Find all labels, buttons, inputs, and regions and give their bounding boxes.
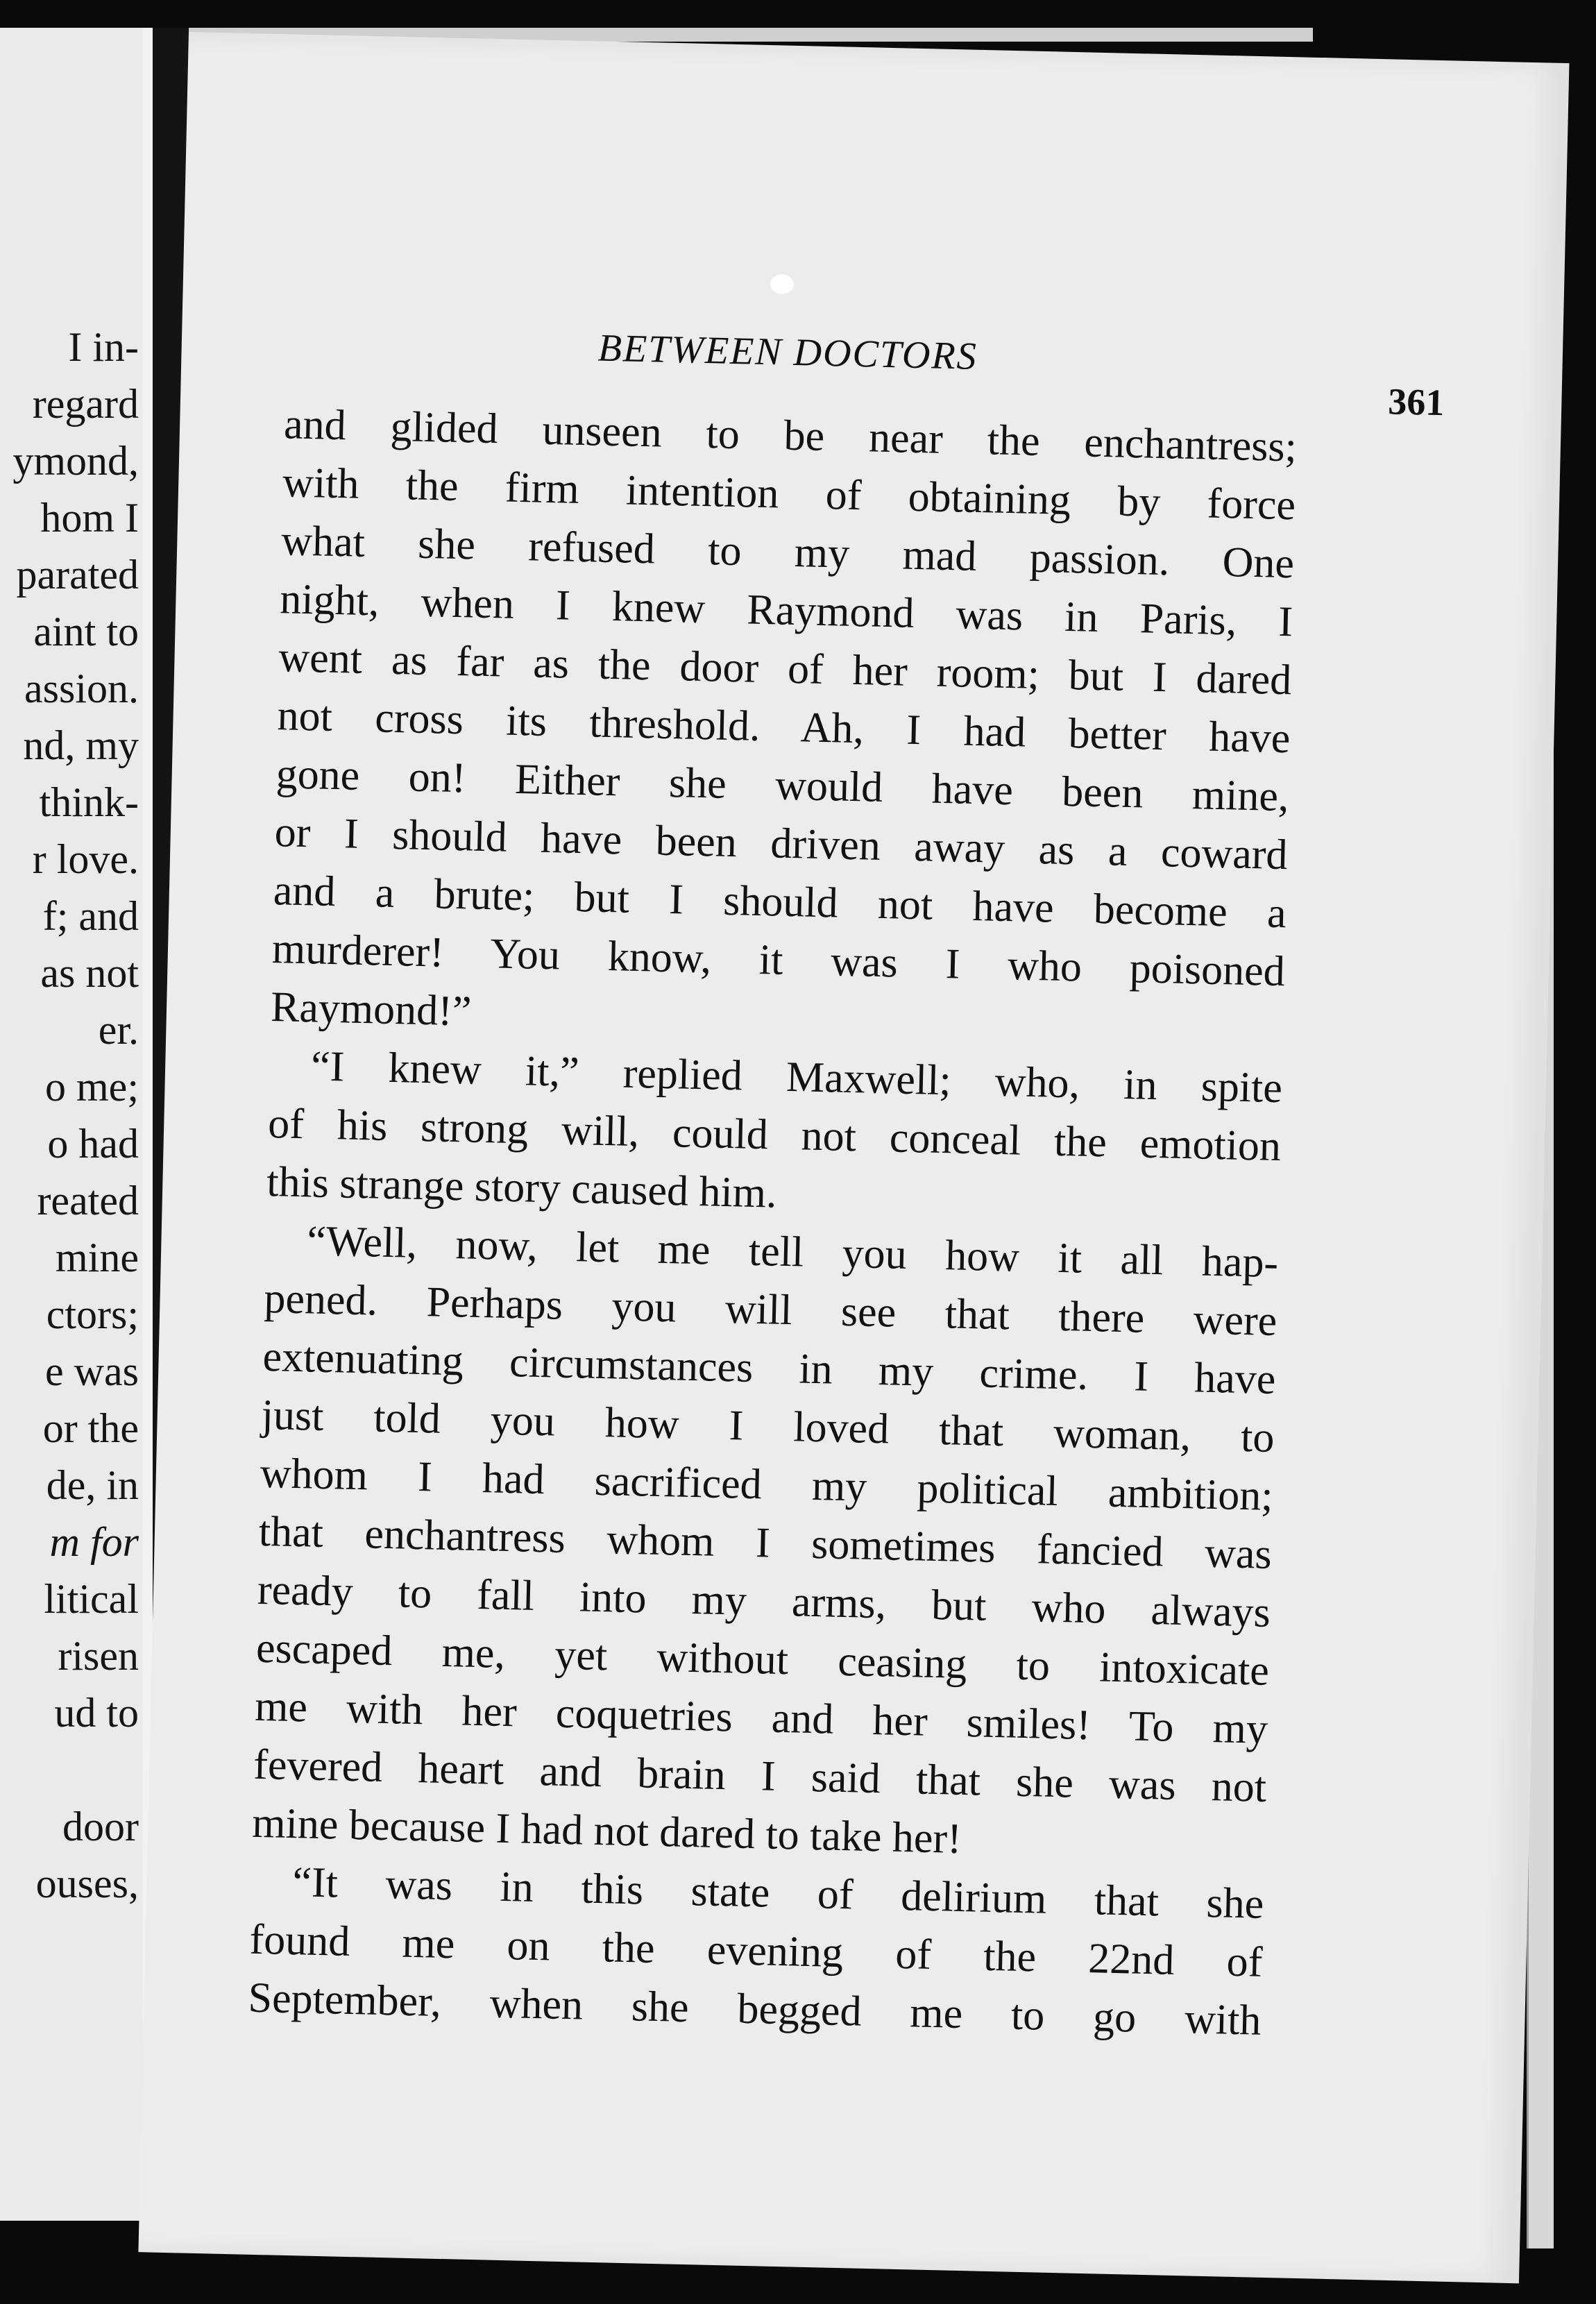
facing-page-line: ouses, bbox=[35, 1861, 139, 1906]
text-line: extenuating circumstances in my crime. I have bbox=[262, 1332, 1277, 1404]
text-line: this strange story caused him. bbox=[266, 1158, 778, 1217]
text-line: night, when I knew Raymond was in Paris, I bbox=[279, 575, 1293, 646]
facing-page-line: think- bbox=[39, 779, 139, 825]
facing-page-line: ud to bbox=[54, 1690, 139, 1736]
facing-page-line: regard bbox=[32, 381, 139, 427]
text-line: just told you how I loved that woman, to bbox=[261, 1391, 1275, 1462]
facing-page-line: m for bbox=[49, 1519, 139, 1565]
facing-page-line: e was bbox=[45, 1348, 139, 1394]
facing-page-line: o had bbox=[47, 1121, 139, 1167]
facing-page-line: parated bbox=[16, 552, 139, 598]
text-line: ready to fall into my arms, but who always bbox=[257, 1566, 1271, 1636]
facing-page-line: door bbox=[62, 1804, 139, 1849]
paper-spot bbox=[770, 274, 795, 294]
facing-page-line: litical bbox=[44, 1576, 139, 1622]
facing-page-line: de, in bbox=[46, 1462, 139, 1508]
book-page bbox=[138, 32, 1569, 2283]
body-text bbox=[248, 395, 1298, 2050]
facing-page-line: mine bbox=[56, 1235, 139, 1280]
text-line: found me on the evening of the 22nd of bbox=[248, 1915, 1264, 1986]
facing-page-line: assion. bbox=[24, 666, 139, 711]
facing-page-line: nd, my bbox=[23, 722, 139, 768]
facing-page-line: ymond, bbox=[12, 438, 139, 484]
facing-page-line: or the bbox=[42, 1405, 139, 1451]
text-line: “I knew it,” replied Maxwell; who, in spite bbox=[310, 1042, 1283, 1112]
text-line: escaped me, yet without ceasing to intoxicate bbox=[255, 1624, 1270, 1695]
text-line: September, when she begged me to go with bbox=[247, 1974, 1262, 2044]
facing-page-line: f; and bbox=[42, 893, 139, 939]
facing-page-line: ctors; bbox=[46, 1291, 139, 1337]
text-line: and a brute; but I should not have become a bbox=[273, 867, 1287, 938]
facing-page-line: o me; bbox=[45, 1064, 139, 1110]
text-line: not cross its threshold. Ah, I had better have bbox=[276, 692, 1291, 763]
facing-page-line: er. bbox=[98, 1007, 139, 1053]
text-line: pened. Perhaps you will see that there were bbox=[263, 1274, 1278, 1346]
facing-page-line: risen bbox=[58, 1633, 139, 1679]
text-line: “It was in this state of delirium that she bbox=[291, 1858, 1264, 1928]
text-line: me with her coquetries and her smiles! To my bbox=[254, 1682, 1268, 1753]
text-line: and glided unseen to be near the enchantress; bbox=[283, 400, 1298, 471]
facing-page-line: r love. bbox=[32, 836, 139, 882]
facing-page-line: aint to bbox=[33, 609, 139, 654]
text-line: what she refused to my mad passion. One bbox=[280, 517, 1295, 588]
facing-page-line: hom I bbox=[40, 495, 139, 541]
text-line: of his strong will, could not conceal the emotion bbox=[267, 1100, 1282, 1171]
text-line: with the firm intention of obtaining by force bbox=[282, 459, 1296, 530]
facing-page-line: reated bbox=[37, 1178, 139, 1223]
text-line: murderer! You know, it was I who poisoned bbox=[271, 925, 1286, 996]
page-number: 361 bbox=[1387, 380, 1445, 424]
text-line: Raymond!” bbox=[270, 983, 473, 1035]
text-line: mine because I had not dared to take her! bbox=[251, 1799, 962, 1863]
text-line: gone on! Either she would have been mine, bbox=[275, 750, 1290, 821]
facing-page-line: as not bbox=[40, 950, 139, 996]
facing-page-line: I in- bbox=[68, 324, 139, 370]
text-line: “Well, now, let me tell you how it all hap- bbox=[306, 1217, 1279, 1287]
text-line: that enchantress whom I sometimes fancied was bbox=[258, 1507, 1273, 1578]
text-line: fevered heart and brain I said that she was not bbox=[253, 1740, 1267, 1811]
text-line: or I should have been driven away as a coward bbox=[274, 808, 1289, 879]
text-line: whom I had sacrificed my political ambition; bbox=[260, 1449, 1274, 1520]
text-line: went as far as the door of her room; but I dared bbox=[278, 634, 1292, 704]
running-head: BETWEEN DOCTORS bbox=[597, 326, 978, 378]
